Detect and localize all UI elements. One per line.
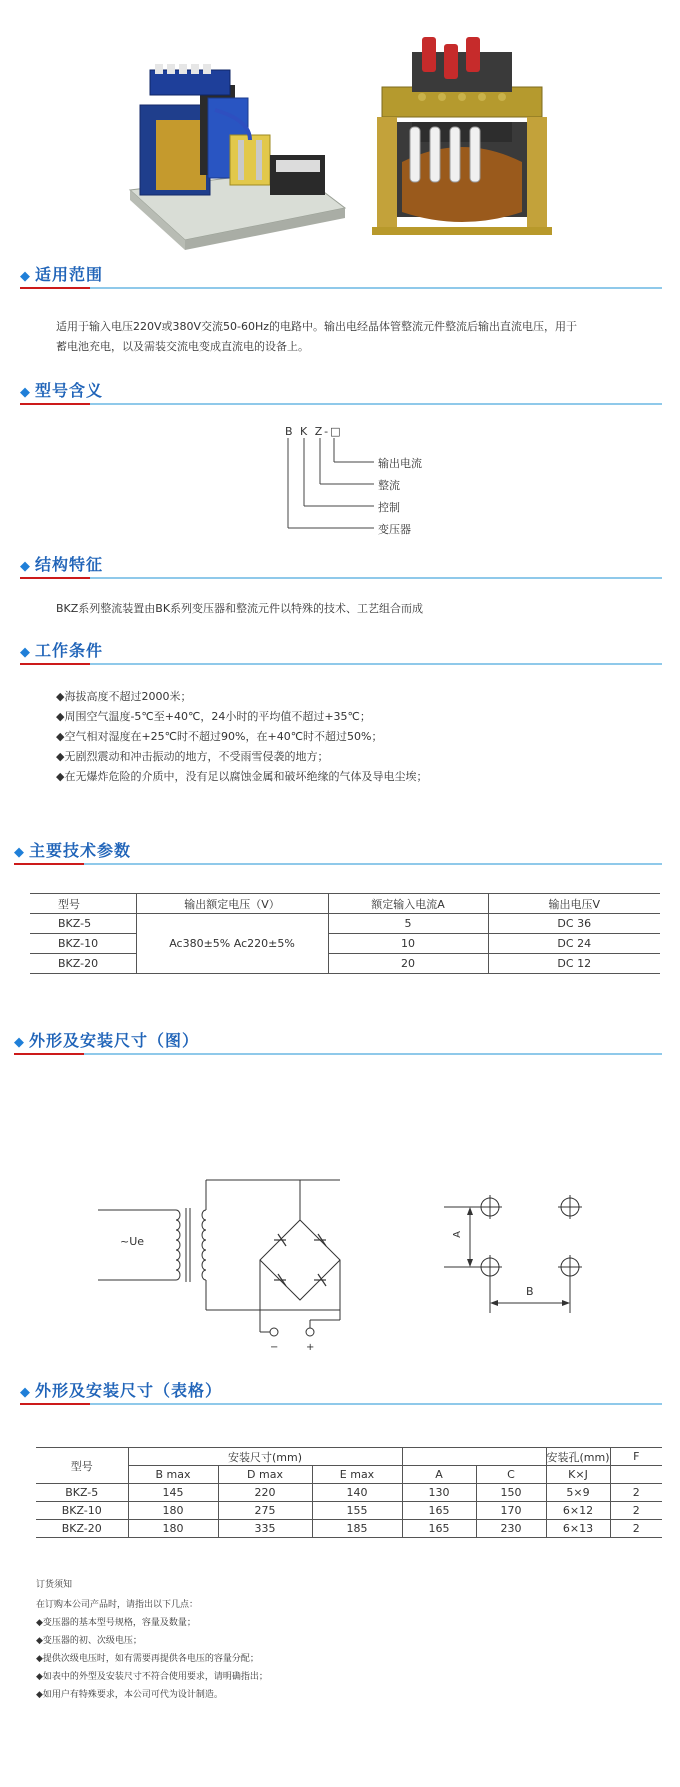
working-item: ◆周围空气温度-5℃至+40℃，24小时的平均值不超过+35℃；	[56, 710, 371, 723]
table-row	[36, 1502, 662, 1520]
section-title-text: 外形及安装尺寸（图）	[29, 1031, 200, 1050]
scope-line-1: 适用于输入电压220V或380V交流50-60Hz的电路中。输出电经晶体管整流元件整流后输出直流电压，用于	[56, 320, 578, 333]
diamond-icon: ◆	[20, 1385, 31, 1400]
cell-kj: 5×9	[546, 1484, 610, 1502]
cell-b: 145	[128, 1484, 218, 1502]
cell-e: 140	[312, 1484, 402, 1502]
model-code: B K Z-□	[285, 425, 343, 438]
section-title-dims-diagram	[14, 1028, 199, 1051]
section-title-dims-table	[20, 1378, 222, 1401]
cell-output: DC 12	[488, 954, 660, 974]
working-item: ◆空气相对湿度在+25℃时不超过90%，在+40℃时不超过50%；	[56, 730, 383, 743]
order-note-item: ◆提供次级电压时，如有需要再提供各电压的容量分配；	[36, 1654, 259, 1664]
cell-e: 155	[312, 1502, 402, 1520]
cell-c: 150	[476, 1484, 546, 1502]
section-title-text: 工作条件	[35, 641, 104, 660]
section-title-structure	[20, 552, 103, 575]
working-item: ◆海拔高度不超过2000米；	[56, 690, 192, 703]
section-divider	[20, 287, 662, 289]
cell-a: 165	[402, 1520, 476, 1538]
table-row	[30, 914, 660, 934]
cell-e: 185	[312, 1520, 402, 1538]
cell-f: 2	[610, 1502, 662, 1520]
cell-output: DC 24	[488, 934, 660, 954]
model-label-output-current: 输出电流	[378, 457, 422, 470]
cell-a: 130	[402, 1484, 476, 1502]
mounting-hole-diagram	[440, 1185, 600, 1325]
section-title-text: 主要技术参数	[29, 841, 132, 860]
diamond-icon: ◆	[14, 1035, 25, 1050]
working-item: ◆无剧烈震动和冲击振动的地方，不受雨雪侵袭的地方；	[56, 750, 329, 763]
cell-f: 2	[610, 1520, 662, 1538]
order-note-item: ◆变压器的基本型号规格，容量及数量；	[36, 1618, 196, 1628]
cell-d: 275	[218, 1502, 312, 1520]
section-divider	[20, 403, 662, 405]
table-row	[30, 954, 660, 974]
model-code-diagram	[282, 422, 482, 542]
section-divider	[20, 1403, 662, 1405]
dims-table	[36, 1447, 662, 1538]
order-note-item: ◆如用户有特殊要求，本公司可代为设计制造。	[36, 1690, 223, 1700]
section-divider	[20, 577, 662, 579]
model-label-control: 控制	[378, 501, 400, 514]
header-install-dims: 安装尺寸(mm)	[128, 1448, 402, 1466]
cell-b: 180	[128, 1520, 218, 1538]
cell-f: 2	[610, 1484, 662, 1502]
section-divider	[14, 863, 662, 865]
section-title-model	[20, 378, 103, 401]
header-model: 型号	[30, 894, 136, 914]
header-current: 额定输入电流A	[328, 894, 488, 914]
cell-model: BKZ-5	[30, 914, 136, 934]
cell-d: 335	[218, 1520, 312, 1538]
header-model: 型号	[36, 1448, 128, 1484]
cell-voltage: Ac380±5% Ac220±5%	[136, 914, 328, 974]
product-photo-left	[120, 50, 370, 254]
scope-line-2: 蓄电池充电，以及需装交流电变成直流电的设备上。	[56, 340, 309, 353]
plus-terminal-label: +	[306, 1342, 315, 1353]
header-voltage: 输出额定电压（V）	[136, 894, 328, 914]
section-title-text: 型号含义	[35, 381, 104, 400]
subheader-d: D max	[218, 1466, 312, 1484]
table-subheader-row	[36, 1466, 662, 1484]
table-row	[36, 1484, 662, 1502]
dim-a-label: A	[451, 1231, 463, 1238]
subheader-a: A	[402, 1466, 476, 1484]
section-title-params	[14, 838, 131, 861]
order-notes-intro: 在订购本公司产品时，请指出以下几点：	[36, 1600, 199, 1610]
working-item: ◆在无爆炸危险的介质中，没有足以腐蚀金属和破坏绝缘的气体及导电尘埃；	[56, 770, 428, 783]
subheader-kj: K×J	[546, 1466, 610, 1484]
subheader-b: B max	[128, 1466, 218, 1484]
cell-model: BKZ-10	[30, 934, 136, 954]
order-note-item: ◆变压器的初、次级电压；	[36, 1636, 142, 1646]
table-header-row	[36, 1448, 662, 1466]
cell-output: DC 36	[488, 914, 660, 934]
params-table	[30, 893, 660, 974]
cell-c: 230	[476, 1520, 546, 1538]
cell-b: 180	[128, 1502, 218, 1520]
diamond-icon: ◆	[20, 385, 31, 400]
circuit-diagram	[90, 1170, 360, 1353]
section-divider	[14, 1053, 662, 1055]
dim-b-label: B	[526, 1285, 534, 1298]
diamond-icon: ◆	[20, 269, 31, 284]
cell-current: 5	[328, 914, 488, 934]
section-title-working	[20, 638, 103, 661]
section-title-text: 适用范围	[35, 265, 104, 284]
ue-label: ~Ue	[120, 1235, 145, 1248]
product-photo-right	[372, 32, 552, 251]
order-note-item: ◆如表中的外型及安装尺寸不符合使用要求，请明确指出；	[36, 1672, 268, 1682]
table-row	[30, 934, 660, 954]
section-title-text: 外形及安装尺寸（表格）	[35, 1381, 223, 1400]
cell-model: BKZ-20	[36, 1520, 128, 1538]
section-divider	[20, 663, 662, 665]
order-notes-title: 订货须知	[36, 1580, 73, 1590]
table-header-row	[30, 894, 660, 914]
diamond-icon: ◆	[14, 845, 25, 860]
cell-a: 165	[402, 1502, 476, 1520]
table-row	[36, 1520, 662, 1538]
cell-model: BKZ-20	[30, 954, 136, 974]
section-title-text: 结构特征	[35, 555, 104, 574]
structure-text: BKZ系列整流装置由BK系列变压器和整流元件以特殊的技术、工艺组合而成	[56, 602, 424, 615]
diamond-icon: ◆	[20, 559, 31, 574]
cell-kj: 6×12	[546, 1502, 610, 1520]
diamond-icon: ◆	[20, 645, 31, 660]
subheader-e: E max	[312, 1466, 402, 1484]
cell-model: BKZ-10	[36, 1502, 128, 1520]
model-label-transformer: 变压器	[378, 523, 411, 536]
scope-text	[56, 317, 577, 357]
cell-current: 10	[328, 934, 488, 954]
section-title-scope	[20, 262, 103, 285]
cell-c: 170	[476, 1502, 546, 1520]
header-blank	[402, 1448, 546, 1466]
cell-model: BKZ-5	[36, 1484, 128, 1502]
model-label-rectifier: 整流	[378, 479, 400, 492]
cell-current: 20	[328, 954, 488, 974]
header-hole: 安装孔(mm)	[546, 1448, 610, 1466]
cell-d: 220	[218, 1484, 312, 1502]
minus-terminal-label: −	[270, 1342, 279, 1353]
subheader-f-blank	[610, 1466, 662, 1484]
header-f: F	[610, 1448, 662, 1466]
cell-kj: 6×13	[546, 1520, 610, 1538]
header-output: 输出电压V	[488, 894, 660, 914]
subheader-c: C	[476, 1466, 546, 1484]
